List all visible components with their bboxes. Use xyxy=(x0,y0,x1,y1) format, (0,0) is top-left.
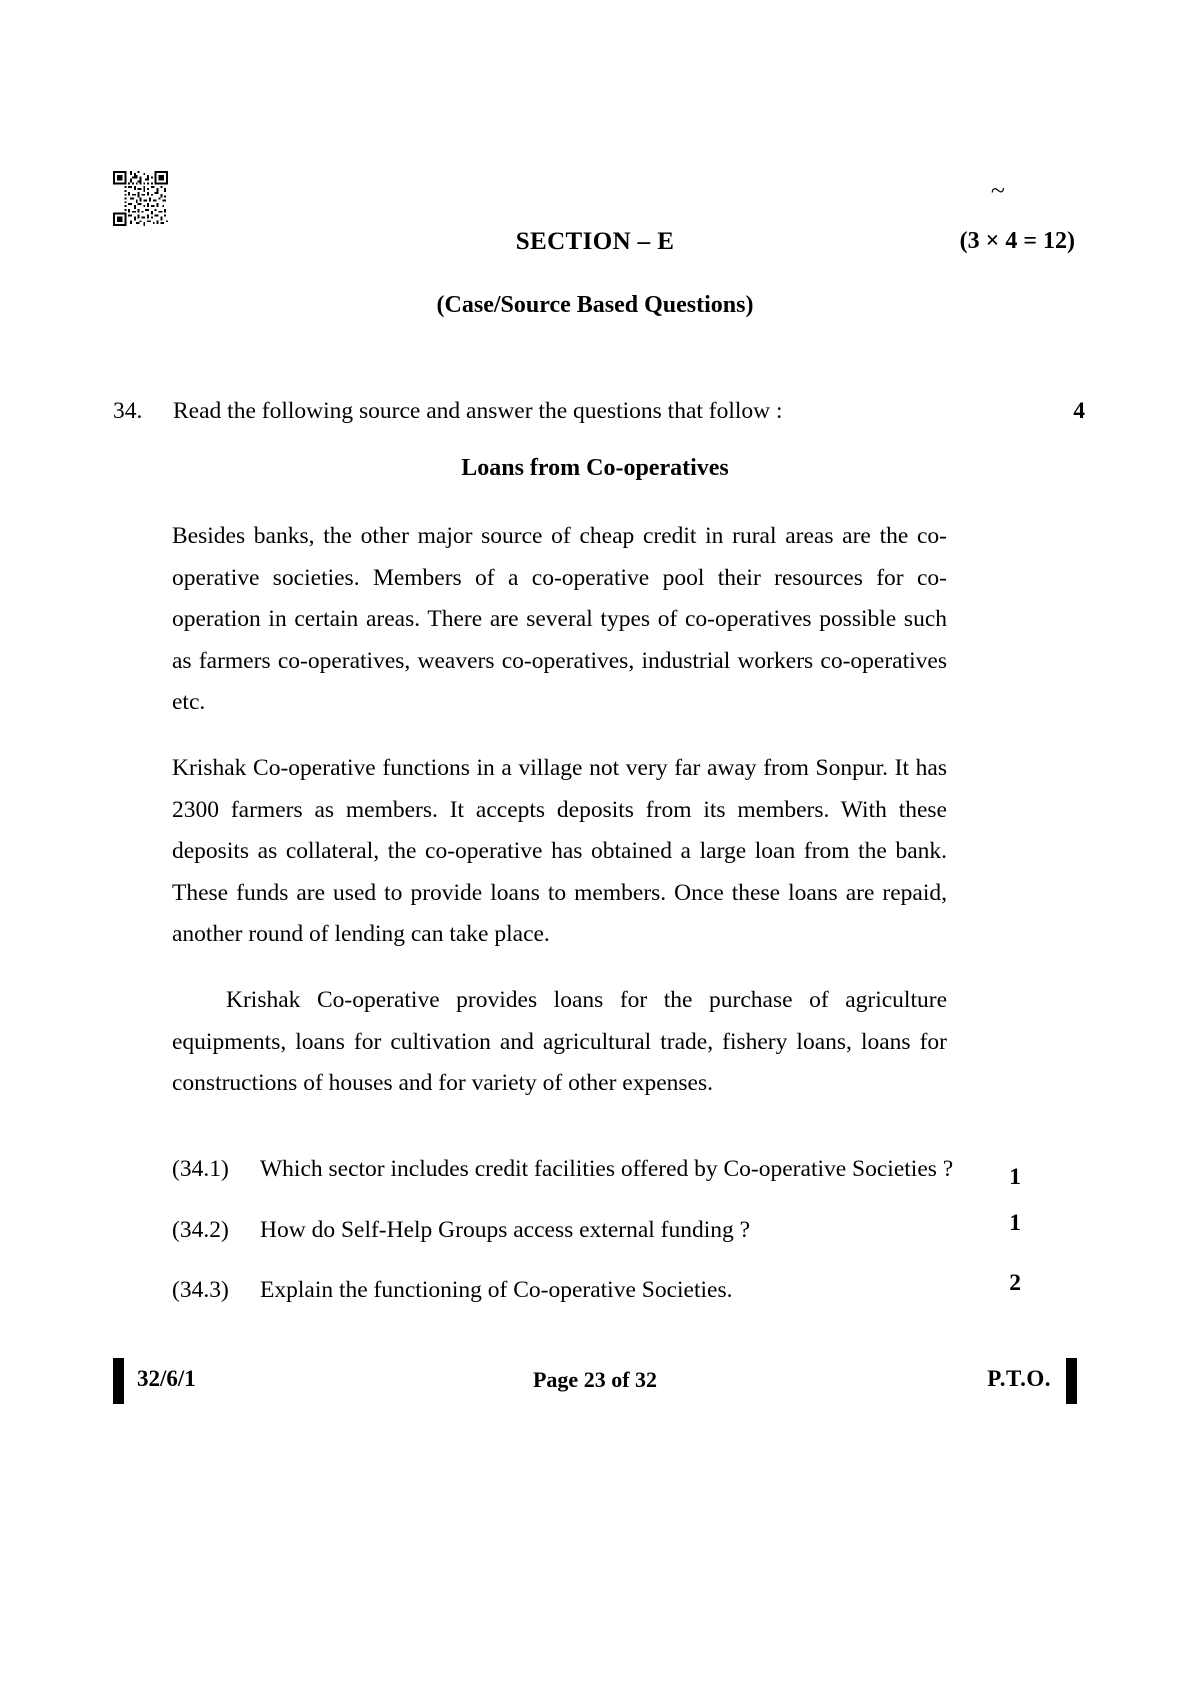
sub-question-item xyxy=(172,1149,1021,1191)
sub-question-item xyxy=(172,1270,1021,1312)
section-marks: (3 × 4 = 12) xyxy=(959,228,1075,254)
passage-body xyxy=(172,516,947,1105)
sub-question-marks: 1 xyxy=(1009,1209,1021,1236)
page-number-label: Page 23 of 32 xyxy=(532,1367,658,1392)
section-header xyxy=(115,228,1075,256)
sub-question-marks: 1 xyxy=(1009,1163,1021,1190)
question-number: 34. xyxy=(113,398,143,424)
page-footer xyxy=(113,1358,1077,1404)
sub-question-text: Explain the functioning of Co-operative Societies. xyxy=(260,1277,733,1304)
passage-paragraph: Krishak Co-operative functions in a village not very far away from Sonpur. It has 2300 farmers as members. It accepts deposits from its members. With these deposits as collateral, the co-operative has obtained a large loan from the bank. These funds are used to provide loans to members. Once these loans are repaid, another round of lending can take place. xyxy=(172,754,947,948)
sub-question-label: (34.3) xyxy=(172,1277,229,1304)
section-subtitle: (Case/Source Based Questions) xyxy=(436,292,754,318)
section-title: SECTION – E xyxy=(515,228,675,255)
sub-questions-list xyxy=(172,1149,1021,1331)
tilde-mark: ~ xyxy=(990,176,1005,205)
qr-code-icon xyxy=(113,171,168,226)
passage-paragraph: Krishak Co-operative provides loans for the purchase of agriculture equipments, loans for cultivation and agricultural trade, fishery loans, loans for constructions of houses and for variety of other expenses. xyxy=(172,986,947,1097)
sub-question-label: (34.2) xyxy=(172,1216,229,1243)
paper-code: 32/6/1 xyxy=(137,1366,196,1391)
pto-label: P.T.O. xyxy=(987,1366,1051,1391)
question-marks: 4 xyxy=(1073,398,1085,424)
sub-question-text: Which sector includes credit facilities offered by Co-operative Societies ? xyxy=(260,1156,954,1182)
sub-question-text: How do Self-Help Groups access external funding ? xyxy=(260,1216,751,1243)
question-instruction: Read the following source and answer the questions that follow : xyxy=(173,398,783,424)
passage-title: Loans from Co-operatives xyxy=(461,455,729,481)
sub-question-item xyxy=(172,1209,1021,1252)
question-instruction-row xyxy=(113,398,1085,425)
sub-question-label: (34.1) xyxy=(172,1156,229,1182)
footer-bar-right xyxy=(1066,1358,1077,1404)
sub-question-marks: 2 xyxy=(1009,1270,1021,1297)
passage-paragraph: Besides banks, the other major source of cheap credit in rural areas are the co-operative societies. Members of a co-operative pool their resources for co-operation in certain areas. There are several types of co-operatives possible such as farmers co-operatives, weavers co-operatives, industrial workers co-operatives etc. xyxy=(172,523,947,716)
